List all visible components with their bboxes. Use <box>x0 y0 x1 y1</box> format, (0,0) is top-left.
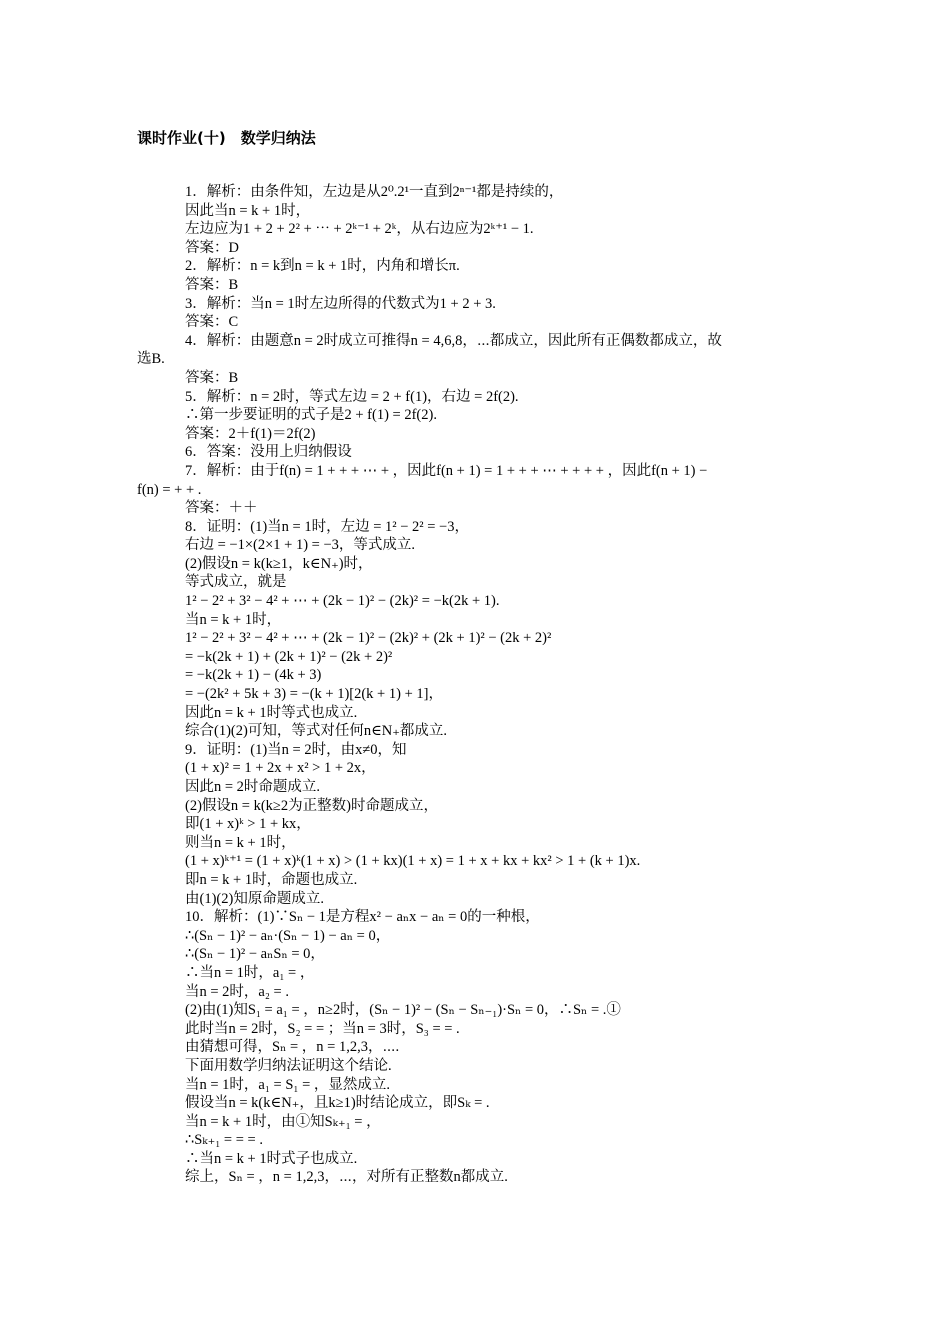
body-line: 当n = 1时，a₁ = S₁ = ，显然成立. <box>185 1076 391 1093</box>
body-line: 当n = k + 1时，由①知Sₖ₊₁ = ， <box>185 1113 381 1130</box>
body-line: (2)假设n = k(k≥2为正整数)时命题成立， <box>185 797 438 814</box>
body-line: 因此n = k + 1时等式也成立. <box>185 704 358 721</box>
body-line: 8．证明：(1)当n = 1时，左边 = 1² − 2² = −3， <box>185 518 469 535</box>
body-line: 由猜想可得，Sₙ = ，n = 1,2,3，⋯. <box>185 1039 400 1056</box>
body-line: = −(2k² + 5k + 3) = −(k + 1)[2(k + 1) + 1]， <box>185 686 443 703</box>
body-line: 2．解析：n = k到n = k + 1时，内角和增长π. <box>185 258 460 275</box>
document-title: 课时作业(十) 数学归纳法 <box>137 129 316 147</box>
body-line: 选B. <box>137 351 165 368</box>
body-line: 则当n = k + 1时， <box>185 834 296 851</box>
body-line: 右边 = −1×(2×1 + 1) = −3，等式成立. <box>185 537 416 554</box>
body-line: 左边应为1 + 2 + 2² + ⋯ + 2ᵏ⁻¹ + 2ᵏ，从右边应为2ᵏ⁺¹ − 1. <box>185 221 534 238</box>
body-line: (1 + x)² = 1 + 2x + x² > 1 + 2x， <box>185 760 376 777</box>
body-line: (1 + x)ᵏ⁺¹ = (1 + x)ᵏ(1 + x) > (1 + kx)(1 + x) = 1 + x + kx + kx² > 1 + (k + 1)x. <box>185 853 641 870</box>
body-line: 因此当n = k + 1时， <box>185 202 311 219</box>
body-line: 6．答案：没用上归纳假设 <box>185 444 352 461</box>
body-line: 即n = k + 1时，命题也成立. <box>185 871 358 888</box>
body-line: 3．解析：当n = 1时左边所得的代数式为1 + 2 + 3. <box>185 295 496 312</box>
body-line: 5．解析：n = 2时，等式左边 = 2 + f(1)，右边 = 2f(2). <box>185 388 519 405</box>
body-line: ∴Sₖ₊₁ = = = . <box>185 1132 263 1149</box>
body-line: 10．解析：(1)∵Sₙ − 1是方程x² − aₙx − aₙ = 0的一种根， <box>185 909 540 926</box>
body-line: 综合(1)(2)可知，等式对任何n∈N₊都成立. <box>185 723 448 740</box>
body-line: ∴(Sₙ − 1)² − aₙSₙ = 0， <box>185 946 325 963</box>
body-line: = −k(2k + 1) + (2k + 1)² − (2k + 2)² <box>185 648 393 665</box>
body-line: 1² − 2² + 3² − 4² + ⋯ + (2k − 1)² − (2k)² = −k(2k + 1). <box>185 593 500 610</box>
body-line: 1．解析：由条件知，左边是从2⁰.2¹一直到2ⁿ⁻¹都是持续的， <box>185 184 564 200</box>
body-line: ∴当n = 1时，a₁ = ， <box>185 964 315 981</box>
body-line: 即(1 + x)ᵏ > 1 + kx， <box>185 816 311 833</box>
body-line: 答案：C <box>185 314 239 331</box>
body-line: 等式成立，就是 <box>185 574 287 591</box>
body-line: ∴第一步要证明的式子是2 + f(1) = 2f(2). <box>185 407 437 424</box>
document-body <box>137 183 817 1187</box>
body-line: 7．解析：由于f(n) = 1 + + + ⋯ + ，因此f(n + 1) = 1 + + + ⋯ + + + + ，因此f(n + 1) − <box>185 462 708 479</box>
body-line: 由(1)(2)知原命题成立. <box>185 890 324 907</box>
body-line: 答案：B <box>185 369 239 386</box>
body-line: (2)由(1)知S₁ = a₁ = ，n≥2时，(Sₙ − 1)² − (Sₙ − Sₙ₋₁)·Sₙ = 0，∴Sₙ = .① <box>185 1002 621 1019</box>
body-line: 4．解析：由题意n = 2时成立可推得n = 4,6,8，⋯都成立，因此所有正偶数都成立，故 <box>185 332 722 349</box>
body-line: 下面用数学归纳法证明这个结论. <box>185 1057 392 1074</box>
body-line: 综上，Sₙ = ，n = 1,2,3，⋯，对所有正整数n都成立. <box>185 1169 508 1186</box>
body-line: (2)假设n = k(k≥1，k∈N₊)时， <box>185 555 373 572</box>
body-line: 当n = k + 1时， <box>185 611 282 628</box>
body-line: 答案：B <box>185 276 239 293</box>
body-line: 答案：2＋f(1)＝2f(2) <box>185 425 316 442</box>
body-line: 此时当n = 2时，S₂ = = ；当n = 3时，S₃ = = . <box>185 1020 460 1037</box>
body-line: 9．证明：(1)当n = 2时，由x≠0，知 <box>185 741 407 758</box>
body-line: f(n) = + + . <box>137 481 202 498</box>
body-line: 假设当n = k(k∈N₊，且k≥1)时结论成立，即Sₖ = . <box>185 1095 490 1112</box>
body-line: ∴当n = k + 1时式子也成立. <box>185 1150 358 1167</box>
body-line: 当n = 2时，a₂ = . <box>185 983 289 1000</box>
body-line: 因此n = 2时命题成立. <box>185 779 321 795</box>
body-line: 答案：＋＋ <box>185 500 258 517</box>
body-line: 答案：D <box>185 239 239 256</box>
body-line: ∴(Sₙ − 1)² − aₙ·(Sₙ − 1) − aₙ = 0， <box>185 927 391 944</box>
body-line: 1² − 2² + 3² − 4² + ⋯ + (2k − 1)² − (2k)² + (2k + 1)² − (2k + 2)² <box>185 630 552 647</box>
body-line: = −k(2k + 1) − (4k + 3) <box>185 667 322 684</box>
